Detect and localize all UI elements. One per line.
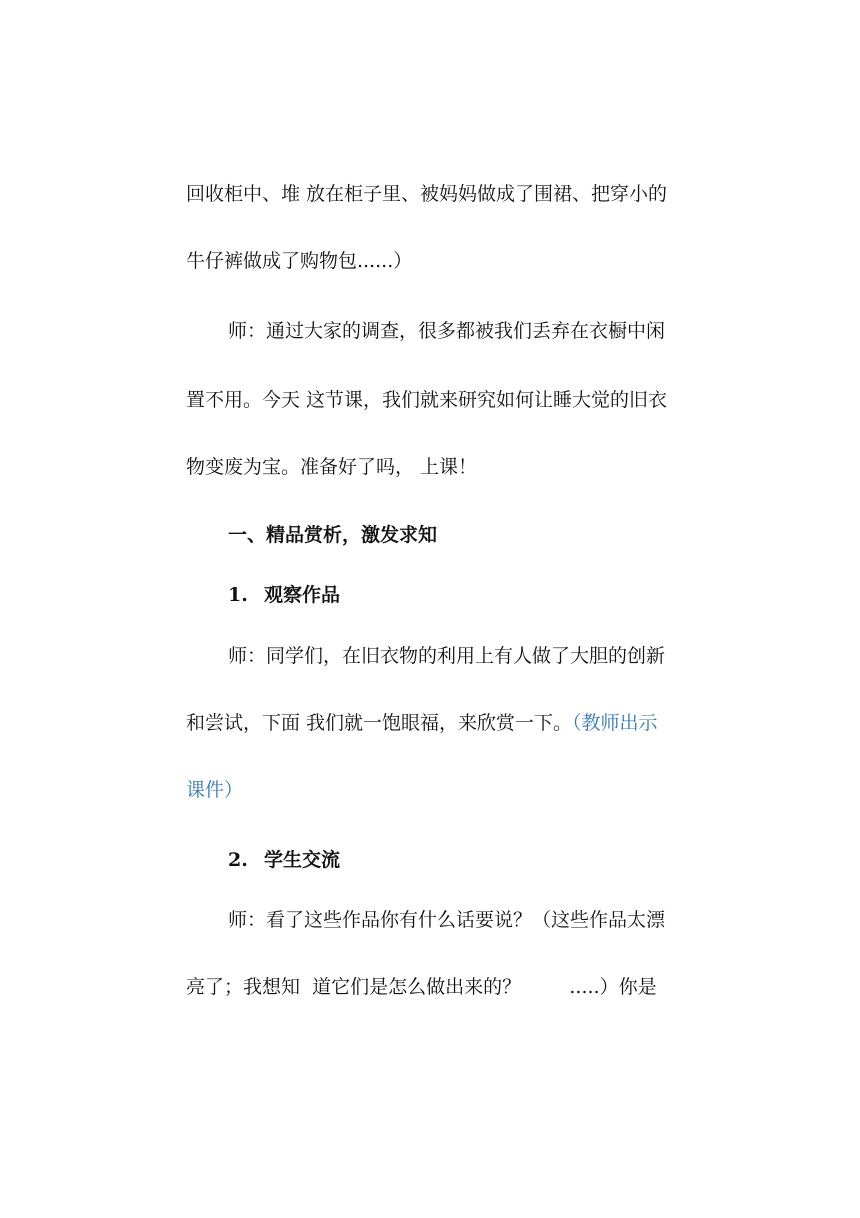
paragraph-1-line-2: 牛仔裤做成了购物包......） [186, 250, 413, 272]
teacher-note-highlight-continued: 课件） [186, 779, 244, 801]
item-1-number: 1. [228, 584, 248, 606]
paragraph-3-line-2-text: 和尝试，下面 我们就一饱眼福，来欣赏一下。 [186, 712, 573, 734]
item-2-number: 2. [228, 849, 248, 871]
item-2-title: 学生交流 [264, 849, 341, 871]
paragraph-1-line-1: 回收柜中、堆 放在柜子里、被妈妈做成了围裙、把穿小的 [186, 183, 668, 205]
paragraph-3-line-1: 师：同学们，在旧衣物的利用上有人做了大胆的创新 [228, 645, 666, 667]
paragraph-4-line-1: 师：看了这些作品你有什么话要说？（这些作品太漂 [228, 909, 666, 931]
section-heading: 一、精品赏析，激发求知 [228, 524, 438, 546]
paragraph-3-line-2 [186, 711, 686, 735]
paragraph-2-line-2: 置不用。今天 这节课，我们就来研究如何让睡大觉的旧衣 [186, 389, 668, 411]
item-1-heading [228, 583, 686, 607]
paragraph-2-line-1: 师：通过大家的调查，很多都被我们丢弃在衣橱中闲 [228, 320, 666, 342]
paragraph-4-line-2: 亮了；我想知 道它们是怎么做出来的？ .....）你是 [186, 976, 657, 998]
item-2-heading [228, 848, 686, 872]
teacher-note-highlight: （教师出示 [572, 712, 658, 734]
item-1-title: 观察作品 [264, 584, 341, 606]
paragraph-2-line-3: 物变废为宝。准备好了吗， 上课！ [186, 456, 478, 478]
